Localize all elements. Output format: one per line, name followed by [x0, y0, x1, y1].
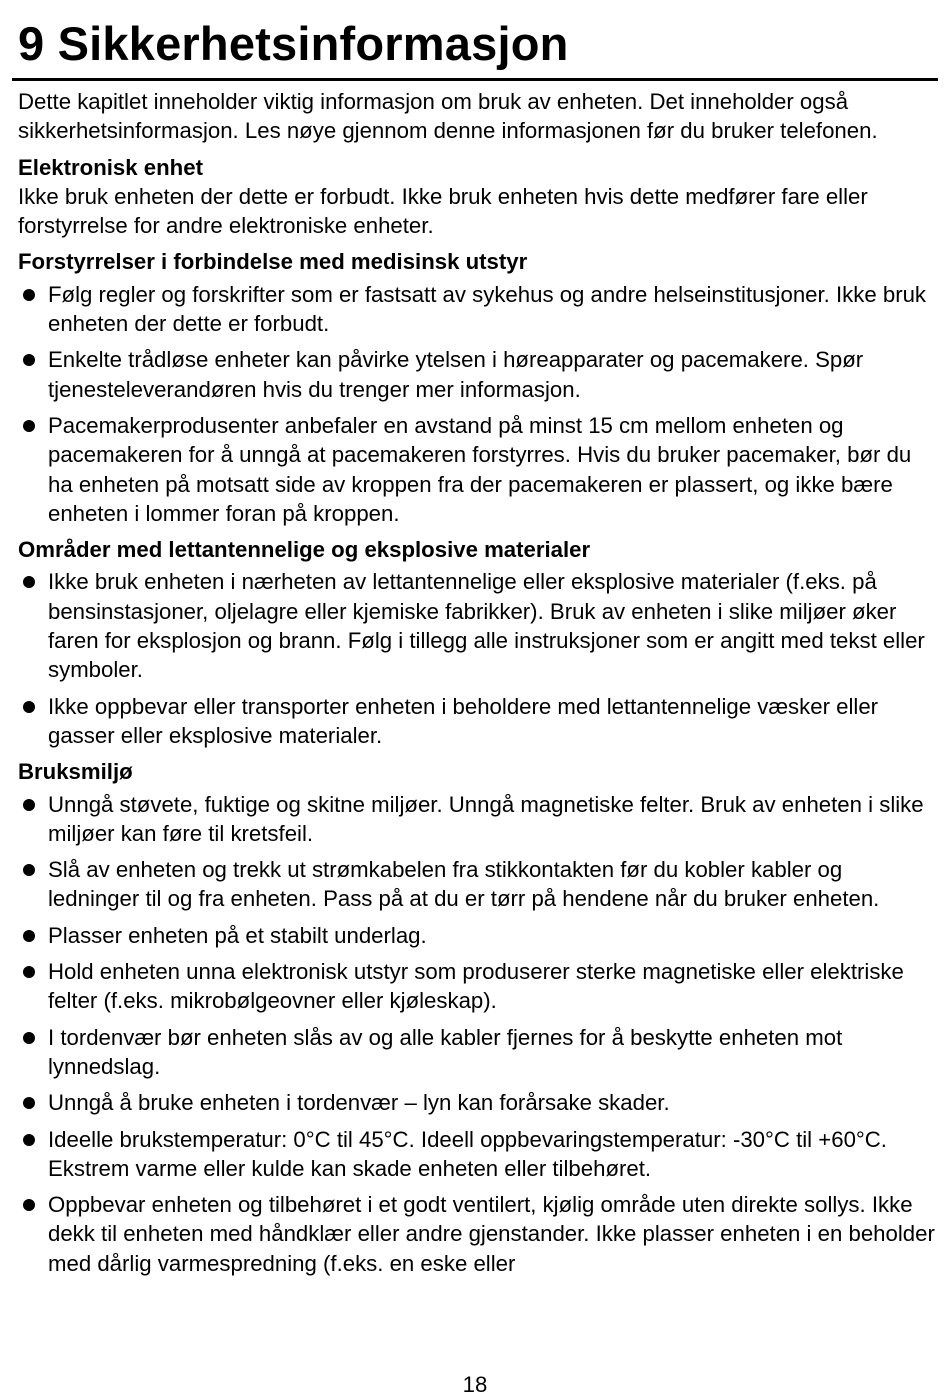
electronic-paragraph: Ikke bruk enheten der dette er forbudt. Ikke bruk enheten hvis dette medfører fare eller forstyrrelse for andre elektroniske enheter.	[18, 183, 868, 239]
section-heading-explosive: Områder med lettantennelige og eksplosive materialer	[18, 537, 591, 563]
list-item: Unngå støvete, fuktige og skitne miljøer. Unngå magnetiske felter. Bruk av enheten i slike miljøer kan føre til kretsfeil.	[18, 790, 936, 849]
intro-paragraph: Dette kapitlet inneholder viktig informasjon om bruk av enheten. Det inneholder også sikkerhetsinformasjon. Les nøye gjennom denne informasjonen før du bruker telefonen.	[18, 89, 878, 144]
list-item: Oppbevar enheten og tilbehøret i et godt ventilert, kjølig område uten direkte sollys. Ikke dekk til enheten med håndklær eller andre gjenstander. Ikke plasser enheten i en beholder med dårlig varmespredning (f.eks. en eske eller	[18, 1190, 936, 1278]
section-electronic	[18, 153, 936, 241]
bullet-icon	[23, 966, 35, 978]
medical-list	[18, 280, 936, 528]
bullet-icon	[23, 289, 35, 301]
bullet-icon	[23, 1134, 35, 1146]
section-heading-electronic: Elektronisk enhet	[18, 154, 203, 180]
list-item: Plasser enheten på et stabilt underlag.	[18, 921, 936, 950]
chapter-title: 9 Sikkerhetsinformasjon	[18, 17, 569, 70]
explosive-list	[18, 567, 936, 750]
page-number: 18	[462, 1372, 488, 1397]
list-item: Unngå å bruke enheten i tordenvær – lyn kan forårsake skader.	[18, 1088, 936, 1117]
bullet-icon	[23, 1199, 35, 1211]
bullet-icon	[23, 354, 35, 366]
section-explosive	[18, 535, 936, 750]
section-environment	[18, 757, 936, 1278]
bullet-icon	[23, 864, 35, 876]
title-divider	[12, 78, 938, 81]
bullet-icon	[23, 701, 35, 713]
document-body	[18, 87, 936, 1285]
list-item: Pacemakerprodusenter anbefaler en avstand på minst 15 cm mellom enheten og pacemakeren for å unngå at pacemakeren forstyrres. Hvis du bruker pacemaker, bør du ha enheten på motsatt side av kroppen fra der pacemakeren er plassert, og ikke bære enheten i lommer foran på kroppen.	[18, 411, 936, 528]
list-item: Ikke bruk enheten i nærheten av lettantennelige eller eksplosive materialer (f.eks. på bensinstasjoner, oljelagre eller kjemiske fabrikker). Bruk av enheten i slike miljøer øker faren for eksplosjon og brann. Følg i tillegg alle instruksjoner som er angitt med tekst eller symboler.	[18, 567, 936, 684]
section-medical	[18, 247, 936, 528]
list-item: Slå av enheten og trekk ut strømkabelen fra stikkontakten før du kobler kabler og ledninger til og fra enheten. Pass på at du er tørr på hendene når du bruker enheten.	[18, 855, 936, 914]
bullet-icon	[23, 1032, 35, 1044]
bullet-icon	[23, 799, 35, 811]
page-header	[18, 14, 936, 78]
environment-list	[18, 790, 936, 1278]
bullet-icon	[23, 420, 35, 432]
bullet-icon	[23, 1097, 35, 1109]
bullet-icon	[23, 576, 35, 588]
list-item: I tordenvær bør enheten slås av og alle kabler fjernes for å beskytte enheten mot lynnedslag.	[18, 1023, 936, 1082]
section-heading-environment: Bruksmiljø	[18, 759, 133, 785]
section-heading-medical: Forstyrrelser i forbindelse med medisinsk utstyr	[18, 249, 528, 275]
list-item: Ideelle brukstemperatur: 0°C til 45°C. Ideell oppbevaringstemperatur: -30°C til +60°C. Ekstrem varme eller kulde kan skade enheten eller tilbehøret.	[18, 1125, 936, 1184]
list-item: Ikke oppbevar eller transporter enheten i beholdere med lettantennelige væsker eller gasser eller eksplosive materialer.	[18, 692, 936, 751]
bullet-icon	[23, 930, 35, 942]
list-item: Hold enheten unna elektronisk utstyr som produserer sterke magnetiske eller elektriske felter (f.eks. mikrobølgeovner eller kjøleskap).	[18, 957, 936, 1016]
list-item: Enkelte trådløse enheter kan påvirke ytelsen i høreapparater og pacemakere. Spør tjenesteleverandøren hvis du trenger mer informasjon.	[18, 345, 936, 404]
list-item: Følg regler og forskrifter som er fastsatt av sykehus og andre helseinstitusjoner. Ikke bruk enheten der dette er forbudt.	[18, 280, 936, 339]
